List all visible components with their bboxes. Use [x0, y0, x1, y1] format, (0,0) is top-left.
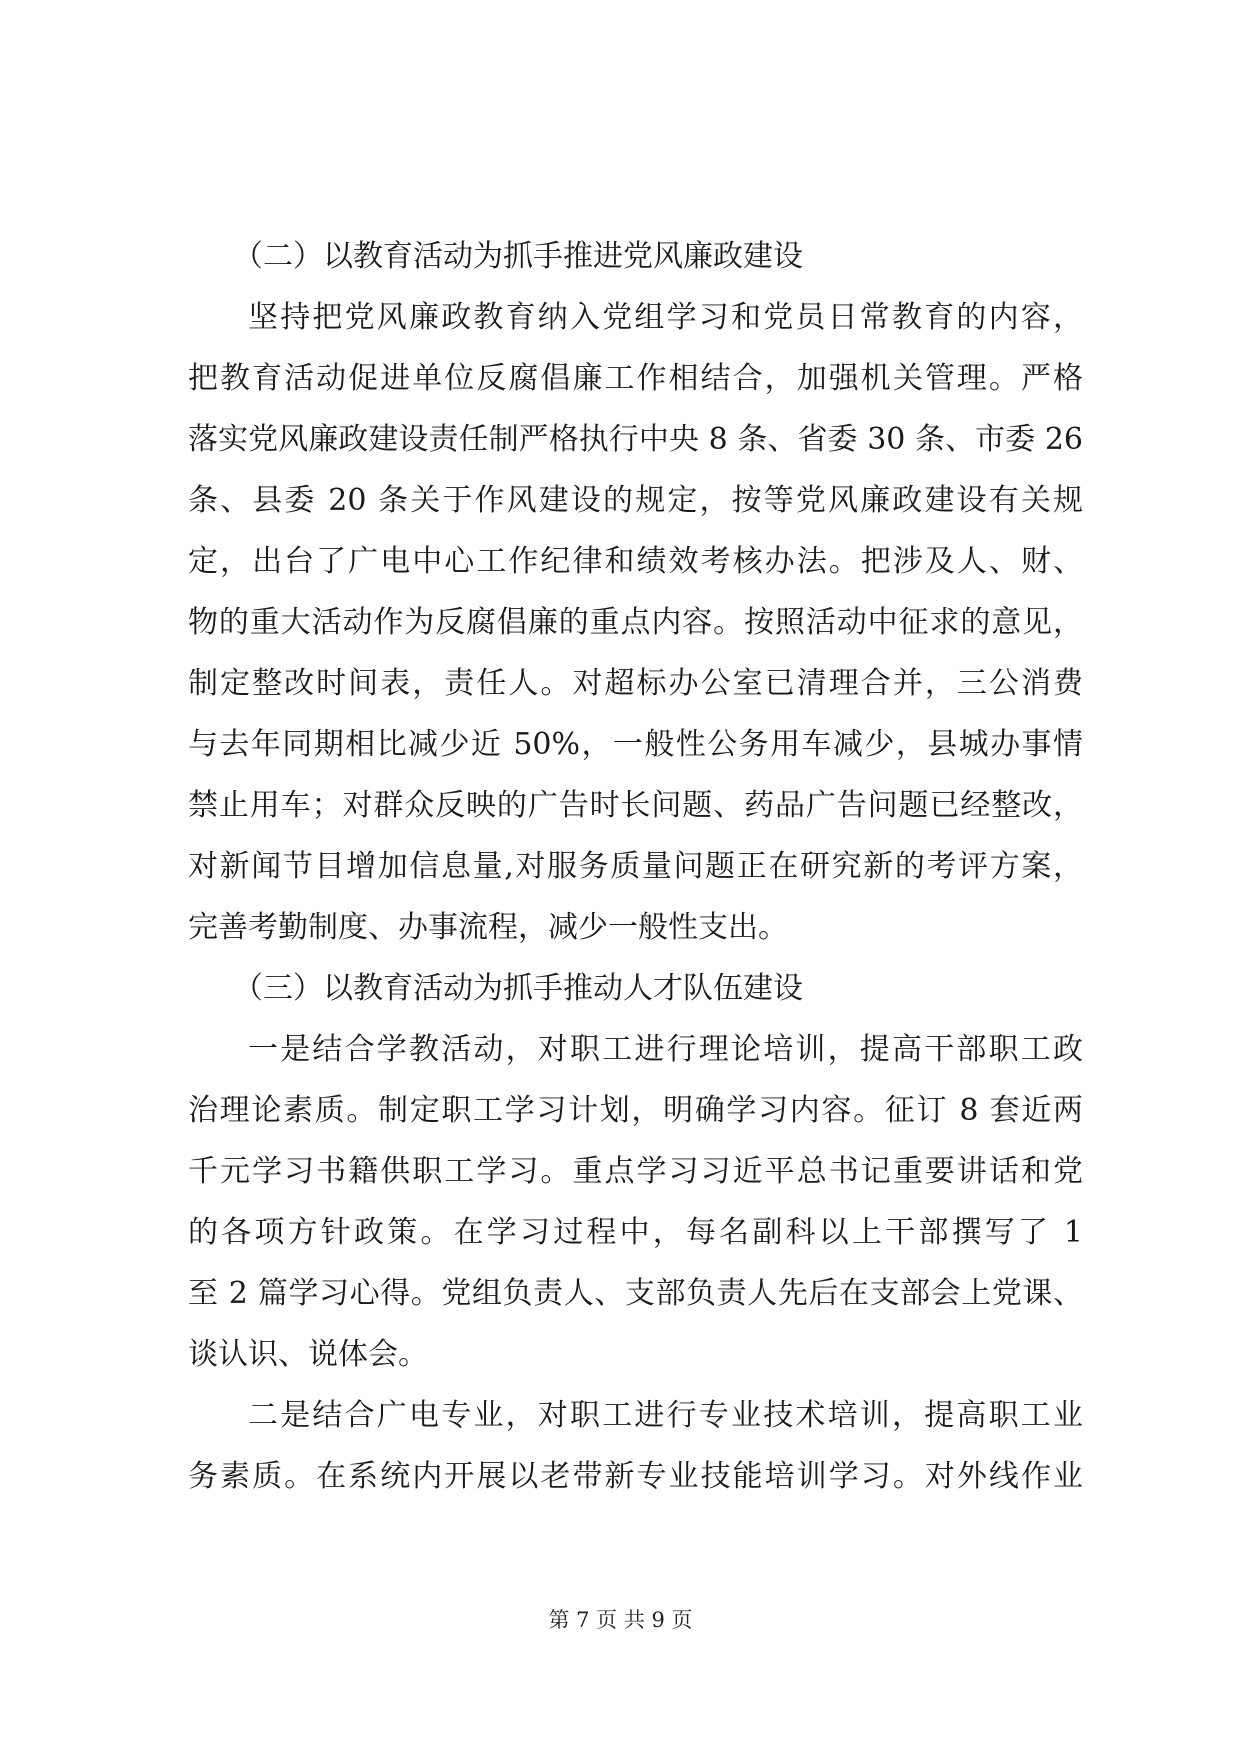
paragraph-line: 定，出台了广电中心工作纪律和绩效考核办法。把涉及人、财、	[188, 544, 1083, 579]
section-heading-2: （二）以教育活动为抓手推进党风廉政建设	[233, 239, 803, 274]
paragraph-line: 的各项方针政策。在学习过程中，每名副科以上干部撰写了 1	[188, 1215, 1083, 1250]
paragraph-line: 一是结合学教活动，对职工进行理论培训，提高干部职工政	[248, 1032, 1083, 1067]
document-body	[188, 226, 1083, 1507]
page-number-footer: 第 7 页 共 9 页	[548, 1608, 693, 1632]
paragraph-line: 坚持把党风廉政教育纳入党组学习和党员日常教育的内容，	[248, 300, 1083, 335]
paragraph-line: 二是结合广电专业，对职工进行专业技术培训，提高职工业	[248, 1398, 1083, 1433]
paragraph-line: 千元学习书籍供职工学习。重点学习习近平总书记重要讲话和党	[188, 1154, 1083, 1189]
paragraph-line: 完善考勤制度、办事流程，减少一般性支出。	[188, 910, 788, 945]
section-heading-3: （三）以教育活动为抓手推动人才队伍建设	[233, 971, 803, 1006]
paragraph-line: 禁止用车；对群众反映的广告时长问题、药品广告问题已经整改，	[188, 788, 1083, 823]
paragraph-line: 谈认识、说体会。	[188, 1337, 428, 1372]
paragraph-line: 与去年同期相比减少近 50%，一般性公务用车减少，县城办事情	[188, 727, 1083, 762]
paragraph-line: 务素质。在系统内开展以老带新专业技能培训学习。对外线作业	[188, 1459, 1083, 1494]
paragraph-line: 物的重大活动作为反腐倡廉的重点内容。按照活动中征求的意见，	[188, 605, 1083, 640]
paragraph-line: 把教育活动促进单位反腐倡廉工作相结合，加强机关管理。严格	[188, 361, 1083, 396]
paragraph-line: 至 2 篇学习心得。党组负责人、支部负责人先后在支部会上党课、	[188, 1276, 1083, 1311]
paragraph-line: 落实党风廉政建设责任制严格执行中央 8 条、省委 30 条、市委 26	[188, 422, 1083, 457]
paragraph-line: 条、县委 20 条关于作风建设的规定，按等党风廉政建设有关规	[188, 483, 1083, 518]
paragraph-line: 治理论素质。制定职工学习计划，明确学习内容。征订 8 套近两	[188, 1093, 1083, 1128]
paragraph-line: 对新闻节目增加信息量,对服务质量问题正在研究新的考评方案，	[188, 849, 1083, 884]
paragraph-line: 制定整改时间表，责任人。对超标办公室已清理合并，三公消费	[188, 666, 1083, 701]
